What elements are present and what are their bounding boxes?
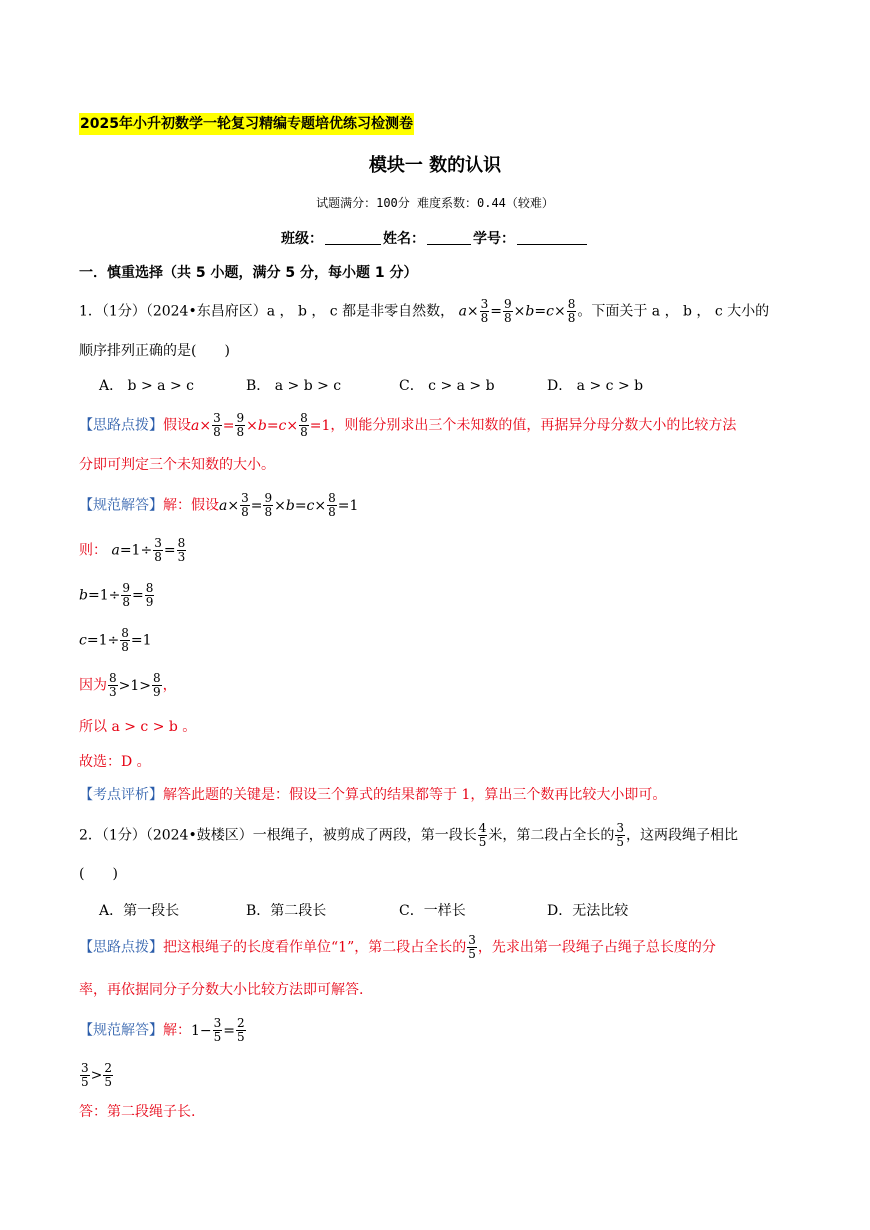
exam-meta: 试题满分：100分 难度系数：0.44（较难） [316, 196, 554, 210]
q2-option-a[interactable]: A．第一段长 [99, 903, 180, 919]
q1-step-conclusion: 所以 a > c > b 。 [79, 719, 197, 735]
fraction: $\frac{3}{5}$ [213, 1016, 222, 1044]
hint-tag: 【思路点拨】 [79, 417, 163, 434]
q1-step-compare: 因为 $\frac{8}{3}$ >1> $\frac{8}{9}$ ， [79, 671, 177, 699]
q2-answer: 【规范解答】解：1− $\frac{3}{5}$ = $\frac{2}{5}$ [79, 1016, 245, 1044]
fraction: $\frac{2}{5}$ [104, 1061, 113, 1089]
hint-text: 把这根绳子的长度看作单位“1”，第二段占全长的 [163, 939, 467, 956]
fraction: $\frac{3}{8}$ [154, 536, 162, 564]
q2-conclusion: 答：第二段绳子长. [79, 1104, 196, 1120]
q1-step-b: b=1÷ $\frac{9}{8}$ = $\frac{8}{9}$ [79, 581, 154, 609]
q2-tail: ，这两段绳子相比 [625, 827, 738, 844]
q1-option-c[interactable]: C． c > a > b [399, 378, 495, 394]
fraction: $\frac{3}{8}$ [480, 297, 489, 325]
fraction: $\frac{3}{5}$ [81, 1061, 89, 1089]
q2-option-b[interactable]: B．第二段长 [246, 903, 327, 919]
q2-compare: $\frac{3}{5}$ > $\frac{2}{5}$ [81, 1061, 113, 1089]
q2-mid: 米，第二段占全长的 [488, 827, 615, 844]
answer-tag: 【规范解答】 [79, 497, 163, 514]
fraction: $\frac{9}{8}$ [236, 411, 245, 439]
q1-stem-line2: 顺序排列正确的是( ) [79, 343, 230, 359]
q2-hint-line2: 率，再依据同分子分数大小比较方法即可解答. [79, 982, 364, 998]
fraction: $\frac{8}{3}$ [177, 536, 186, 564]
fraction: $\frac{9}{8}$ [264, 491, 273, 519]
q1-option-a[interactable]: A． b > a > c [99, 378, 194, 394]
q1-option-d[interactable]: D． a > c > b [547, 378, 644, 394]
q1-option-b[interactable]: B． a > b > c [246, 378, 342, 394]
name-blank[interactable] [427, 230, 471, 245]
fraction: $\frac{8}{3}$ [109, 671, 117, 699]
answer-text: 解：假设 [163, 497, 219, 514]
fraction: $\frac{8}{8}$ [328, 491, 336, 519]
hint-tag: 【思路点拨】 [79, 939, 163, 956]
q1-evaluation [79, 785, 666, 805]
section-heading: 一．慎重选择（共 5 小题，满分 5 分，每小题 1 分） [79, 265, 418, 281]
hint-text: ，先求出第一段绳子占绳子总长度的分 [477, 939, 716, 956]
fraction: $\frac{9}{8}$ [504, 297, 512, 325]
q2-option-d[interactable]: D．无法比较 [547, 903, 629, 919]
q1-answer: 【规范解答】解：假设a× $\frac{3}{8}$ = $\frac{9}{8}$ ×b=c× $\frac{8}{8}$ =1 [79, 491, 359, 519]
hint-text: 假设 [163, 417, 191, 434]
q1-lead: 1．（1分）（2024•东昌府区） [79, 303, 267, 320]
id-blank[interactable] [517, 230, 587, 245]
fraction: $\frac{3}{5}$ [616, 821, 624, 849]
q1-step-c: c=1÷ $\frac{8}{8}$ =1 [79, 626, 152, 654]
q2-hint [79, 934, 716, 961]
step-label: ， [162, 677, 177, 694]
header-banner: 2025年小升初数学一轮复习精编专题培优练习检测卷 [79, 113, 414, 135]
fraction: $\frac{8}{8}$ [300, 411, 308, 439]
step-label: 则： [79, 542, 107, 559]
student-info [0, 228, 870, 248]
class-blank[interactable] [325, 230, 381, 245]
fraction: $\frac{3}{8}$ [241, 491, 249, 519]
eval-text: 解答此题的关键是：假设三个算式的结果都等于 1，算出三个数再比较大小即可。 [163, 787, 667, 803]
q2-lead: 2．（1分）（2024•鼓楼区）一根绳子，被剪成了两段，第一段长 [79, 827, 477, 844]
fraction: $\frac{3}{8}$ [213, 411, 221, 439]
q2-option-c[interactable]: C．一样长 [399, 903, 466, 919]
answer-tag: 【规范解答】 [79, 1022, 163, 1039]
q1-stem: 1．（1分）（2024•东昌府区）a ， b ， c 都是非零自然数， a× $\frac{3}{8}$ = $\frac{9}{8}$ ×b=c× $\frac{8}{8}$ 。下面关于 a ， b ， c 大小的 [79, 297, 770, 325]
q1-hint: 【思路点拨】假设a× $\frac{3}{8}$ = $\frac{9}{8}$ ×b=c× $\frac{8}{8}$ =1，则能分别求出三个未知数的值，再据异分母分数大小的比较方法 [79, 411, 737, 439]
q1-step-a: 则： a=1÷ $\frac{3}{8}$ = $\frac{8}{3}$ [79, 536, 186, 564]
fraction: $\frac{4}{5}$ [478, 821, 487, 849]
fraction: $\frac{8}{8}$ [567, 297, 576, 325]
q1-vars: a ， b ， c 都是非零自然数， [266, 303, 455, 320]
fraction: $\frac{8}{9}$ [153, 671, 161, 699]
page-title: 模块一 数的认识 [368, 155, 502, 176]
q1-hint-line2: 分即可判定三个未知数的大小。 [79, 457, 275, 473]
hint-text: ，则能分别求出三个未知数的值，再据异分母分数大小的比较方法 [330, 417, 737, 434]
fraction: $\frac{3}{5}$ [468, 933, 476, 961]
fraction: $\frac{8}{9}$ [145, 581, 154, 609]
id-label: 学号： [473, 231, 515, 247]
q2-stem-line2: ( ) [79, 866, 118, 882]
class-label: 班级： [281, 231, 323, 247]
answer-text: 解： [163, 1022, 191, 1039]
fraction: $\frac{9}{8}$ [122, 581, 130, 609]
step-label: 因为 [79, 677, 107, 694]
name-label: 姓名： [383, 231, 425, 247]
fraction: $\frac{2}{5}$ [237, 1016, 245, 1044]
q2-stem [79, 822, 738, 849]
q1-choice: 故选：D 。 [79, 754, 151, 770]
eval-tag: 【考点评析】 [79, 787, 163, 803]
fraction: $\frac{8}{8}$ [121, 626, 129, 654]
q1-tail: 。下面关于 a ， b ， c 大小的 [577, 303, 770, 320]
